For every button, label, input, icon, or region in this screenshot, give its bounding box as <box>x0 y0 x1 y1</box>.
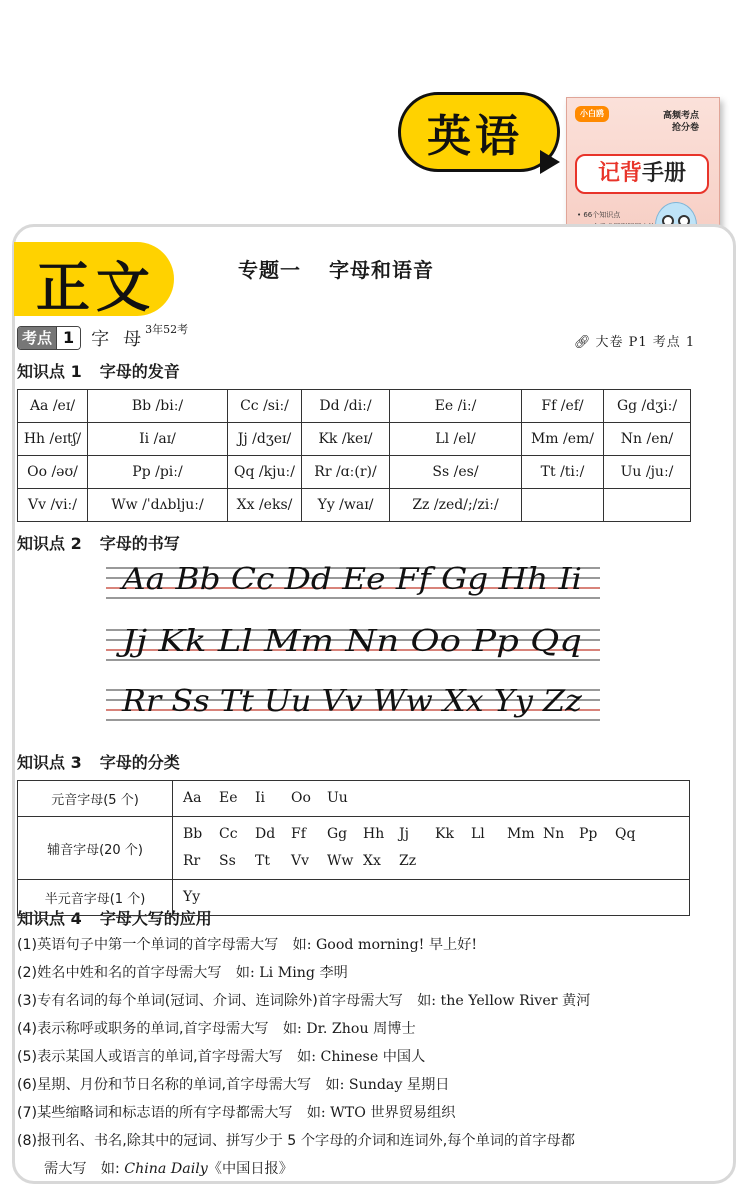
letter-pair: Xx <box>363 853 381 869</box>
table-cell: Dd /diː/ <box>302 390 390 423</box>
table-cell: Xx /eks/ <box>228 489 302 522</box>
table-cell: Yy /waɪ/ <box>302 489 390 522</box>
table-row <box>18 489 691 522</box>
table-cell <box>604 489 691 522</box>
table-cell: Uu /juː/ <box>604 456 691 489</box>
letter-pair: Zz <box>399 853 417 869</box>
capitalization-rules <box>17 931 717 1183</box>
table-cell: Ss /es/ <box>390 456 522 489</box>
letter-pair: Hh <box>363 826 385 842</box>
rule-item: (3)专有名词的每个单词(冠词、介词、连词除外)首字母需大写 如: the Yellow River 黄河 <box>17 993 591 1009</box>
table-cell: Rr /ɑː(r)/ <box>302 456 390 489</box>
handwriting-practice <box>106 560 600 740</box>
table-cell: Cc /siː/ <box>228 390 302 423</box>
letter-pair: Ii <box>255 790 266 806</box>
letter-pair: Ll <box>471 826 485 842</box>
table-row <box>18 781 690 817</box>
rule-item: (7)某些缩略词和标志语的所有字母都需大写 如: WTO 世界贸易组织 <box>17 1105 456 1121</box>
rule-item: (5)表示某国人或语言的单词,首字母需大写 如: Chinese 中国人 <box>17 1049 426 1065</box>
link-icon: 🔗︎ <box>574 335 592 350</box>
letter-pair: Dd <box>255 826 276 842</box>
kaodian-title: 字母 <box>91 329 156 350</box>
table-row <box>18 390 691 423</box>
letter-pair: Mm <box>507 826 535 842</box>
rule-item: (8)报刊名、书名,除其中的冠词、拼写少于 5 个字母的介词和连词外,每个单词的首字母都 <box>17 1133 575 1149</box>
rule-item: (4)表示称呼或职务的单词,首字母需大写 如: Dr. Zhou 周博士 <box>17 1021 416 1037</box>
table-cell: Zz /zed/;/ziː/ <box>390 489 522 522</box>
cross-reference[interactable]: 🔗︎ 大卷 P1 考点 1 <box>574 335 696 350</box>
letter-pair: Ee <box>219 790 238 806</box>
book-line-1: • 66个知识点 <box>577 211 621 219</box>
point-3-heading: 知识点 3 字母的分类 <box>17 753 180 772</box>
book-top-text: 高频考点 抢分卷 <box>663 111 700 133</box>
book-logo: 小白鸥 <box>575 106 609 122</box>
kaodian-header <box>17 325 188 351</box>
letter-pair: Nn <box>543 826 565 842</box>
category-label: 半元音字母(1 个) <box>18 880 173 916</box>
table-cell: Vv /viː/ <box>18 489 88 522</box>
letter-pair: Jj <box>399 826 409 842</box>
subject-bubble <box>398 92 560 172</box>
table-cell: Kk /keɪ/ <box>302 423 390 456</box>
pronunciation-table <box>17 389 691 522</box>
table-cell: Ff /ef/ <box>522 390 604 423</box>
table-cell: Pp /piː/ <box>88 456 228 489</box>
book-title: 记背手册 <box>575 154 709 194</box>
table-row <box>18 880 690 916</box>
point-1-heading: 知识点 1 字母的发音 <box>17 362 180 381</box>
rule-item: (1)英语句子中第一个单词的首字母需大写 如: Good morning! 早上好! <box>17 937 478 953</box>
rule-item: (6)星期、月份和节日名称的单词,首字母需大写 如: Sunday 星期日 <box>17 1077 450 1093</box>
table-cell: Ww /ˈdʌbljuː/ <box>88 489 228 522</box>
letter-pair: Cc <box>219 826 238 842</box>
letter-pair: Ww <box>327 853 354 869</box>
category-label: 元音字母(5 个) <box>18 781 173 817</box>
letter-pair: Uu <box>327 790 348 806</box>
table-cell: Jj /dʒeɪ/ <box>228 423 302 456</box>
table-row <box>18 456 691 489</box>
topic-title: 专题一 字母和语音 <box>238 258 434 282</box>
rule-item-continued: 需大写 如: China Daily《中国日报》 <box>44 1161 293 1177</box>
letter-pair: Bb <box>183 826 203 842</box>
handwriting-row: Aa Bb Cc Dd Ee Ff Gg Hh Ii <box>118 562 583 597</box>
table-cell: Aa /eɪ/ <box>18 390 88 423</box>
letter-pair: Pp <box>579 826 598 842</box>
table-cell: Hh /eɪtʃ/ <box>18 423 88 456</box>
point-2-heading: 知识点 2 字母的书写 <box>17 534 180 553</box>
section-badge <box>14 242 174 319</box>
table-cell: Gg /dʒiː/ <box>604 390 691 423</box>
table-cell: Oo /əʊ/ <box>18 456 88 489</box>
category-letters <box>173 817 690 880</box>
table-cell: Mm /em/ <box>522 423 604 456</box>
kaodian-badge: 考点 1 <box>17 326 81 350</box>
table-cell: Ee /iː/ <box>390 390 522 423</box>
category-letters <box>173 880 690 916</box>
category-letters <box>173 781 690 817</box>
letter-pair: Yy <box>183 889 201 905</box>
table-cell: Bb /biː/ <box>88 390 228 423</box>
table-row <box>18 817 690 880</box>
letter-pair: Gg <box>327 826 348 842</box>
letter-pair: Rr <box>183 853 201 869</box>
table-cell: Tt /tiː/ <box>522 456 604 489</box>
letter-pair: Aa <box>183 790 202 806</box>
table-cell: Ll /el/ <box>390 423 522 456</box>
letter-pair: Vv <box>291 853 310 869</box>
handwriting-row: Jj Kk Ll Mm Nn Oo Pp Qq <box>114 624 583 659</box>
letter-pair: Qq <box>615 826 636 842</box>
subject-label: 英语 <box>427 111 523 162</box>
section-badge-label: 正文 <box>36 256 156 319</box>
category-label: 辅音字母(20 个) <box>18 817 173 880</box>
letter-pair: Tt <box>255 853 270 869</box>
handwriting-row: Rr Ss Tt Uu Vv Ww Xx Yy Zz <box>120 684 583 719</box>
table-cell: Qq /kjuː/ <box>228 456 302 489</box>
classification-table <box>17 780 690 916</box>
letter-pair: Kk <box>435 826 454 842</box>
table-cell <box>522 489 604 522</box>
bubble-tail <box>540 150 560 174</box>
letter-pair: Ff <box>291 826 306 842</box>
table-cell: Nn /en/ <box>604 423 691 456</box>
table-cell: Ii /aɪ/ <box>88 423 228 456</box>
rule-item: (2)姓名中姓和名的首字母需大写 如: Li Ming 李明 <box>17 965 348 981</box>
point-4-heading: 知识点 4 字母大写的应用 <box>17 909 212 928</box>
letter-pair: Ss <box>219 853 236 869</box>
table-row <box>18 423 691 456</box>
kaodian-frequency: 3年52考 <box>145 323 189 336</box>
letter-pair: Oo <box>291 790 311 806</box>
